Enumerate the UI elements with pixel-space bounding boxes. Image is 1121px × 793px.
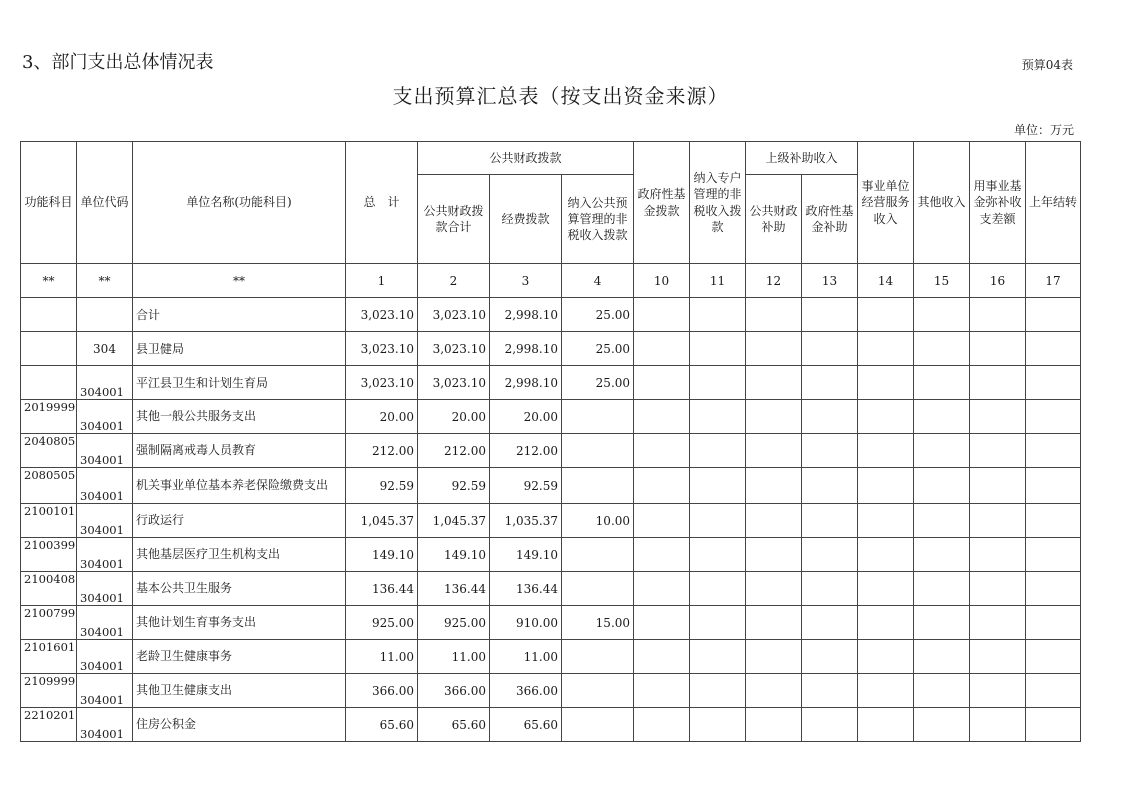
total-cell: 65.60 <box>346 708 418 742</box>
header-public-finance-total: 公共财政拨款合计 <box>418 175 490 264</box>
empty-cell <box>802 434 858 468</box>
empty-cell <box>914 298 970 332</box>
func-code-cell: 2100399 <box>21 538 77 572</box>
total-cell: 925.00 <box>346 606 418 640</box>
table-row <box>21 468 1081 504</box>
empty-cell <box>914 538 970 572</box>
empty-cell <box>690 366 746 400</box>
empty-cell <box>914 504 970 538</box>
empty-cell <box>1026 366 1081 400</box>
index-cell: ** <box>21 264 77 298</box>
unit-name-cell: 行政运行 <box>133 504 346 538</box>
public-finance-total-cell: 212.00 <box>418 434 490 468</box>
table-row <box>21 400 1081 434</box>
empty-cell <box>634 366 690 400</box>
header-gov-fund: 政府性基金拨款 <box>634 142 690 264</box>
index-cell: 15 <box>914 264 970 298</box>
empty-cell <box>802 572 858 606</box>
empty-cell <box>1026 572 1081 606</box>
unit-code-cell: 304001 <box>77 640 133 674</box>
empty-cell <box>1026 708 1081 742</box>
empty-cell <box>858 606 914 640</box>
unit-code-cell: 304001 <box>77 538 133 572</box>
empty-cell <box>690 434 746 468</box>
funding-cell: 136.44 <box>490 572 562 606</box>
empty-cell <box>970 468 1026 504</box>
total-cell: 3,023.10 <box>346 366 418 400</box>
func-code-cell: 2109999 <box>21 674 77 708</box>
empty-cell <box>970 504 1026 538</box>
funding-cell: 2,998.10 <box>490 298 562 332</box>
index-row <box>21 264 1081 298</box>
unit-name-cell: 其他基层医疗卫生机构支出 <box>133 538 346 572</box>
nontax-cell <box>562 572 634 606</box>
empty-cell <box>802 606 858 640</box>
empty-cell <box>914 572 970 606</box>
empty-cell <box>970 298 1026 332</box>
empty-cell <box>914 708 970 742</box>
empty-cell <box>746 674 802 708</box>
empty-cell <box>802 298 858 332</box>
empty-cell <box>746 468 802 504</box>
empty-cell <box>634 504 690 538</box>
empty-cell <box>858 538 914 572</box>
unit-name-cell: 合计 <box>133 298 346 332</box>
unit-code-cell: 304001 <box>77 504 133 538</box>
total-cell: 1,045.37 <box>346 504 418 538</box>
empty-cell <box>914 434 970 468</box>
empty-cell <box>970 708 1026 742</box>
empty-cell <box>746 708 802 742</box>
empty-cell <box>746 504 802 538</box>
empty-cell <box>802 640 858 674</box>
unit-name-cell: 老龄卫生健康事务 <box>133 640 346 674</box>
empty-cell <box>690 468 746 504</box>
empty-cell <box>802 708 858 742</box>
funding-cell: 92.59 <box>490 468 562 504</box>
public-finance-total-cell: 92.59 <box>418 468 490 504</box>
empty-cell <box>746 606 802 640</box>
empty-cell <box>746 298 802 332</box>
table-row <box>21 366 1081 400</box>
func-code-cell: 2210201 <box>21 708 77 742</box>
header-funding: 经费拨款 <box>490 175 562 264</box>
funding-cell: 212.00 <box>490 434 562 468</box>
empty-cell <box>914 468 970 504</box>
funding-cell: 910.00 <box>490 606 562 640</box>
header-superior-public: 公共财政补助 <box>746 175 802 264</box>
empty-cell <box>690 640 746 674</box>
header-unit-code: 单位代码 <box>77 142 133 264</box>
unit-code-cell: 304001 <box>77 468 133 504</box>
nontax-cell <box>562 400 634 434</box>
public-finance-total-cell: 11.00 <box>418 640 490 674</box>
header-superior-gov: 政府性基金补助 <box>802 175 858 264</box>
form-number: 预算04表 <box>1021 58 1073 72</box>
empty-cell <box>690 332 746 366</box>
func-code-cell: 2080505 <box>21 468 77 504</box>
empty-cell <box>802 674 858 708</box>
table-row <box>21 606 1081 640</box>
public-finance-total-cell: 149.10 <box>418 538 490 572</box>
page-title: 支出预算汇总表（按支出资金来源） <box>392 84 729 108</box>
empty-cell <box>690 606 746 640</box>
unit-code-cell: 304001 <box>77 606 133 640</box>
index-cell: 1 <box>346 264 418 298</box>
unit-code-cell <box>77 298 133 332</box>
func-code-cell <box>21 366 77 400</box>
unit-code-cell: 304001 <box>77 434 133 468</box>
empty-cell <box>690 504 746 538</box>
empty-cell <box>914 400 970 434</box>
unit-code-cell: 304 <box>77 332 133 366</box>
index-cell: 10 <box>634 264 690 298</box>
public-finance-total-cell: 3,023.10 <box>418 366 490 400</box>
func-code-cell: 2100101 <box>21 504 77 538</box>
empty-cell <box>634 434 690 468</box>
empty-cell <box>1026 434 1081 468</box>
table-row <box>21 298 1081 332</box>
empty-cell <box>634 708 690 742</box>
empty-cell <box>634 606 690 640</box>
nontax-cell: 25.00 <box>562 332 634 366</box>
empty-cell <box>802 468 858 504</box>
index-cell: 13 <box>802 264 858 298</box>
total-cell: 136.44 <box>346 572 418 606</box>
unit-name-cell: 其他一般公共服务支出 <box>133 400 346 434</box>
empty-cell <box>1026 538 1081 572</box>
empty-cell <box>690 400 746 434</box>
nontax-cell <box>562 538 634 572</box>
table-row <box>21 674 1081 708</box>
index-cell: ** <box>77 264 133 298</box>
table-header <box>21 142 1081 264</box>
header-superior-group: 上级补助收入 <box>746 142 858 175</box>
unit-name-cell: 住房公积金 <box>133 708 346 742</box>
total-cell: 366.00 <box>346 674 418 708</box>
header-public-finance-group: 公共财政拨款 <box>418 142 634 175</box>
empty-cell <box>858 708 914 742</box>
empty-cell <box>634 332 690 366</box>
unit-name-cell: 其他计划生育事务支出 <box>133 606 346 640</box>
index-cell: 14 <box>858 264 914 298</box>
header-other-income: 其他收入 <box>914 142 970 264</box>
unit-code-cell: 304001 <box>77 366 133 400</box>
unit-label: 单位：万元 <box>1013 123 1074 137</box>
nontax-cell: 25.00 <box>562 298 634 332</box>
empty-cell <box>1026 332 1081 366</box>
empty-cell <box>690 538 746 572</box>
empty-cell <box>746 572 802 606</box>
total-cell: 3,023.10 <box>346 298 418 332</box>
header-special-nontax: 纳入专户管理的非税收入拨款 <box>690 142 746 264</box>
func-code-cell <box>21 332 77 366</box>
empty-cell <box>1026 674 1081 708</box>
funding-cell: 65.60 <box>490 708 562 742</box>
header-nontax: 纳入公共预算管理的非税收入拨款 <box>562 175 634 264</box>
empty-cell <box>970 572 1026 606</box>
public-finance-total-cell: 20.00 <box>418 400 490 434</box>
header-business-income: 事业单位经营服务收入 <box>858 142 914 264</box>
index-cell: 3 <box>490 264 562 298</box>
empty-cell <box>746 434 802 468</box>
header-unit-name: 单位名称(功能科目) <box>133 142 346 264</box>
empty-cell <box>634 400 690 434</box>
empty-cell <box>746 332 802 366</box>
unit-name-cell: 基本公共卫生服务 <box>133 572 346 606</box>
funding-cell: 1,035.37 <box>490 504 562 538</box>
unit-code-cell: 304001 <box>77 708 133 742</box>
nontax-cell <box>562 468 634 504</box>
total-cell: 92.59 <box>346 468 418 504</box>
empty-cell <box>690 674 746 708</box>
empty-cell <box>634 640 690 674</box>
empty-cell <box>634 572 690 606</box>
empty-cell <box>1026 606 1081 640</box>
empty-cell <box>970 538 1026 572</box>
empty-cell <box>802 366 858 400</box>
table-row <box>21 434 1081 468</box>
nontax-cell <box>562 708 634 742</box>
empty-cell <box>858 366 914 400</box>
empty-cell <box>746 538 802 572</box>
empty-cell <box>1026 640 1081 674</box>
empty-cell <box>634 468 690 504</box>
empty-cell <box>858 674 914 708</box>
table-row <box>21 332 1081 366</box>
header-carryover: 上年结转 <box>1026 142 1081 264</box>
unit-code-cell: 304001 <box>77 400 133 434</box>
nontax-cell: 15.00 <box>562 606 634 640</box>
empty-cell <box>802 504 858 538</box>
total-cell: 212.00 <box>346 434 418 468</box>
empty-cell <box>802 400 858 434</box>
funding-cell: 20.00 <box>490 400 562 434</box>
nontax-cell <box>562 674 634 708</box>
empty-cell <box>914 674 970 708</box>
funding-cell: 2,998.10 <box>490 332 562 366</box>
public-finance-total-cell: 366.00 <box>418 674 490 708</box>
header-business-fund: 用事业基金弥补收支差额 <box>970 142 1026 264</box>
public-finance-total-cell: 925.00 <box>418 606 490 640</box>
unit-code-cell: 304001 <box>77 674 133 708</box>
public-finance-total-cell: 3,023.10 <box>418 298 490 332</box>
empty-cell <box>858 434 914 468</box>
header-func-code: 功能科目 <box>21 142 77 264</box>
empty-cell <box>690 298 746 332</box>
index-cell: 11 <box>690 264 746 298</box>
func-code-cell <box>21 298 77 332</box>
func-code-cell: 2100799 <box>21 606 77 640</box>
nontax-cell <box>562 640 634 674</box>
table-row <box>21 708 1081 742</box>
funding-cell: 2,998.10 <box>490 366 562 400</box>
empty-cell <box>690 572 746 606</box>
empty-cell <box>914 332 970 366</box>
func-code-cell: 2019999 <box>21 400 77 434</box>
empty-cell <box>858 504 914 538</box>
funding-cell: 149.10 <box>490 538 562 572</box>
empty-cell <box>634 298 690 332</box>
empty-cell <box>1026 468 1081 504</box>
empty-cell <box>970 674 1026 708</box>
unit-name-cell: 强制隔离戒毒人员教育 <box>133 434 346 468</box>
empty-cell <box>858 400 914 434</box>
total-cell: 11.00 <box>346 640 418 674</box>
index-cell: 4 <box>562 264 634 298</box>
empty-cell <box>802 332 858 366</box>
index-cell: 2 <box>418 264 490 298</box>
empty-cell <box>858 572 914 606</box>
unit-name-cell: 县卫健局 <box>133 332 346 366</box>
unit-name-cell: 机关事业单位基本养老保险缴费支出 <box>133 468 346 504</box>
empty-cell <box>914 640 970 674</box>
empty-cell <box>970 400 1026 434</box>
header-total: 总 计 <box>346 142 418 264</box>
empty-cell <box>746 366 802 400</box>
empty-cell <box>634 538 690 572</box>
total-cell: 149.10 <box>346 538 418 572</box>
empty-cell <box>970 640 1026 674</box>
nontax-cell: 25.00 <box>562 366 634 400</box>
empty-cell <box>746 400 802 434</box>
public-finance-total-cell: 65.60 <box>418 708 490 742</box>
nontax-cell <box>562 434 634 468</box>
table-row <box>21 640 1081 674</box>
empty-cell <box>1026 504 1081 538</box>
public-finance-total-cell: 1,045.37 <box>418 504 490 538</box>
unit-name-cell: 其他卫生健康支出 <box>133 674 346 708</box>
public-finance-total-cell: 3,023.10 <box>418 332 490 366</box>
empty-cell <box>802 538 858 572</box>
budget-table <box>20 141 1081 742</box>
empty-cell <box>1026 298 1081 332</box>
empty-cell <box>914 366 970 400</box>
index-cell: ** <box>133 264 346 298</box>
empty-cell <box>690 708 746 742</box>
empty-cell <box>858 298 914 332</box>
empty-cell <box>914 606 970 640</box>
unit-code-cell: 304001 <box>77 572 133 606</box>
table-body <box>21 298 1081 742</box>
empty-cell <box>970 434 1026 468</box>
empty-cell <box>858 640 914 674</box>
empty-cell <box>970 606 1026 640</box>
funding-cell: 11.00 <box>490 640 562 674</box>
table-row <box>21 504 1081 538</box>
empty-cell <box>746 640 802 674</box>
index-cell: 16 <box>970 264 1026 298</box>
table-row <box>21 538 1081 572</box>
table-row <box>21 572 1081 606</box>
empty-cell <box>858 332 914 366</box>
func-code-cell: 2040805 <box>21 434 77 468</box>
empty-cell <box>1026 400 1081 434</box>
empty-cell <box>970 332 1026 366</box>
index-cell: 17 <box>1026 264 1081 298</box>
index-cell: 12 <box>746 264 802 298</box>
unit-name-cell: 平江县卫生和计划生育局 <box>133 366 346 400</box>
empty-cell <box>634 674 690 708</box>
funding-cell: 366.00 <box>490 674 562 708</box>
nontax-cell: 10.00 <box>562 504 634 538</box>
empty-cell <box>858 468 914 504</box>
func-code-cell: 2100408 <box>21 572 77 606</box>
total-cell: 20.00 <box>346 400 418 434</box>
public-finance-total-cell: 136.44 <box>418 572 490 606</box>
empty-cell <box>970 366 1026 400</box>
func-code-cell: 2101601 <box>21 640 77 674</box>
total-cell: 3,023.10 <box>346 332 418 366</box>
section-title: 3、部门支出总体情况表 <box>22 52 214 73</box>
